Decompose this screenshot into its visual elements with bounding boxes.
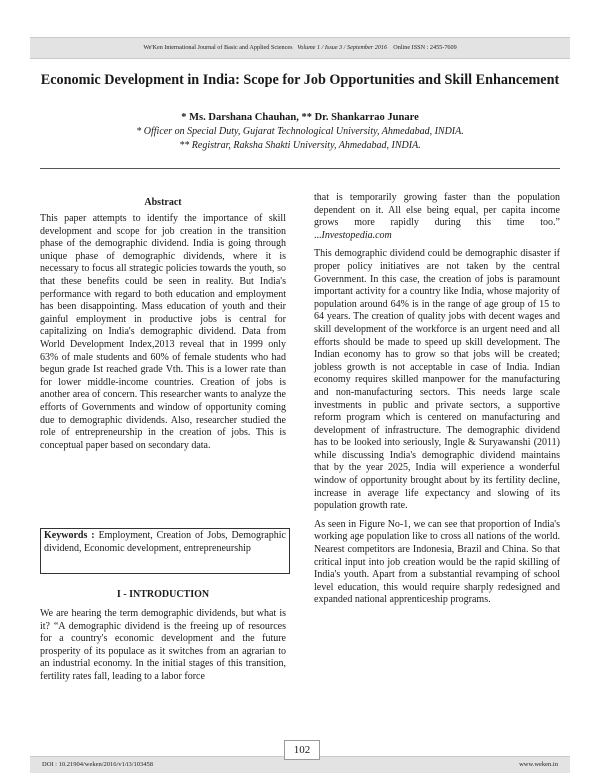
journal-name: We'Ken International Journal of Basic and Applied Sciences: [143, 44, 293, 51]
page-number: 102: [284, 740, 320, 760]
keywords-label: Keywords :: [44, 530, 95, 541]
abstract-body: [40, 213, 286, 452]
introduction-heading: I - INTRODUCTION: [116, 589, 210, 600]
paragraph-3: As seen in Figure No-1, we can see that proportion of India's working age population like to cross all nations of the world. Nearest competitors are Indonesia, Brazil and China. So that critical input into job creation would be the rapid skilling of India's youth. Apart from a substantial revamping of school level education, this would require sharply redesigned and expanded national apprenticeship programs.: [314, 518, 560, 606]
keywords-box: [40, 528, 290, 574]
volume-issue: Volume 1 / Issue 3 / September 2016: [297, 44, 388, 51]
continuation-paragraph: [314, 192, 560, 242]
affiliation-2: ** Registrar, Raksha Shakti University, Ahmedabad, INDIA.: [179, 140, 421, 151]
source-citation: Investopedia.com: [321, 229, 392, 241]
authors: * Ms. Darshana Chauhan, ** Dr. Shankarrao Junare: [181, 112, 419, 123]
doi: DOI : 10.21904/weken/2016/v1/i3/103458: [42, 761, 154, 768]
introduction-body: [40, 608, 286, 684]
abstract-text: This paper attempts to identify the importance of skill development and scope for job creation in the transition phase of the demographic dividend. India is going through unique phase of demographic dividends, where it is necessary to focus all strategic policies towards the youth, so that these benefits could be seen in reality. But India's performance with regard to both education and employment has been disappointing. Mass education of youth and their gainful employment in productive jobs is central for capitalizing on India's demographic dividend. Data from World Development Index,2013 reveal that in 1999 only 63% of male students and 60% of female students who had begun grade Ist reached grade Vth. This is a lower rate than for lower middle-income countries. Creation of jobs is another area of concern. This researcher wants to analyze the efforts of Governments and window of opportunity coming due to demographic dividends. Also, researcher studied the role of entrepreneurship in the creation of jobs. This is conceptual paper based on secondary data.: [40, 213, 286, 451]
continuation-text: that is temporarily growing faster than the population dependent on it. All else being equal, per capita income grows more rapidly during this time too.” ...: [314, 192, 560, 241]
issn: Online ISSN : 2455-7609: [393, 44, 457, 51]
paragraph-2: This demographic dividend could be demographic disaster if proper policy initiatives are not taken by the central Government. In this case, the creation of jobs is paramount important activity for a country like India, whose majority of population around 64% is in the range of age group of 15 to 64 years. The creation of quality jobs with decent wages and skill development of the workforce is an urgent need and all efforts should be made to speed up skill development. The Indian economy has to grow so that jobs will be created; jobless growth is not acceptable in case of India. Indian economy requires skilled manpower for the manufacturing and non-manufacturing sectors. This needs large scale investments in public and private sectors, a supportive reform program which is centered on manufacturing and development of infrastructure. The demographic dividend has to be looked into seriously, Ingle & Suryawanshi (2011) while discussing India's demographic dividend maintains that by the year 2025, India will experience a wonderful window of opportunity brought about by its fertility decline, increase in average life expectancy and slowing of its population growth rate.: [314, 248, 560, 512]
abstract-heading: Abstract: [144, 197, 182, 208]
introduction-text: We are hearing the term demographic dividends, but what is it? “A demographic dividend is the freeing up of resources for a country's economic development and the future prosperity of its populace as it switches from an agrarian to an industrial economy. In the initial stages of this transition, fertility rates fall, leading to a labor force: [40, 608, 286, 682]
affiliation-1: * Officer on Special Duty, Gujarat Technological University, Ahmedabad, INDIA.: [136, 126, 464, 137]
right-column: [314, 192, 560, 607]
keywords-text: Employment, Creation of Jobs, Demographic dividend, Economic development, entrepreneurship: [44, 530, 286, 554]
journal-header: [30, 37, 570, 59]
website: www.weken.in: [519, 761, 558, 768]
title-divider: [40, 168, 560, 169]
paper-title: Economic Development in India: Scope for Job Opportunities and Skill Enhancement: [40, 72, 560, 88]
